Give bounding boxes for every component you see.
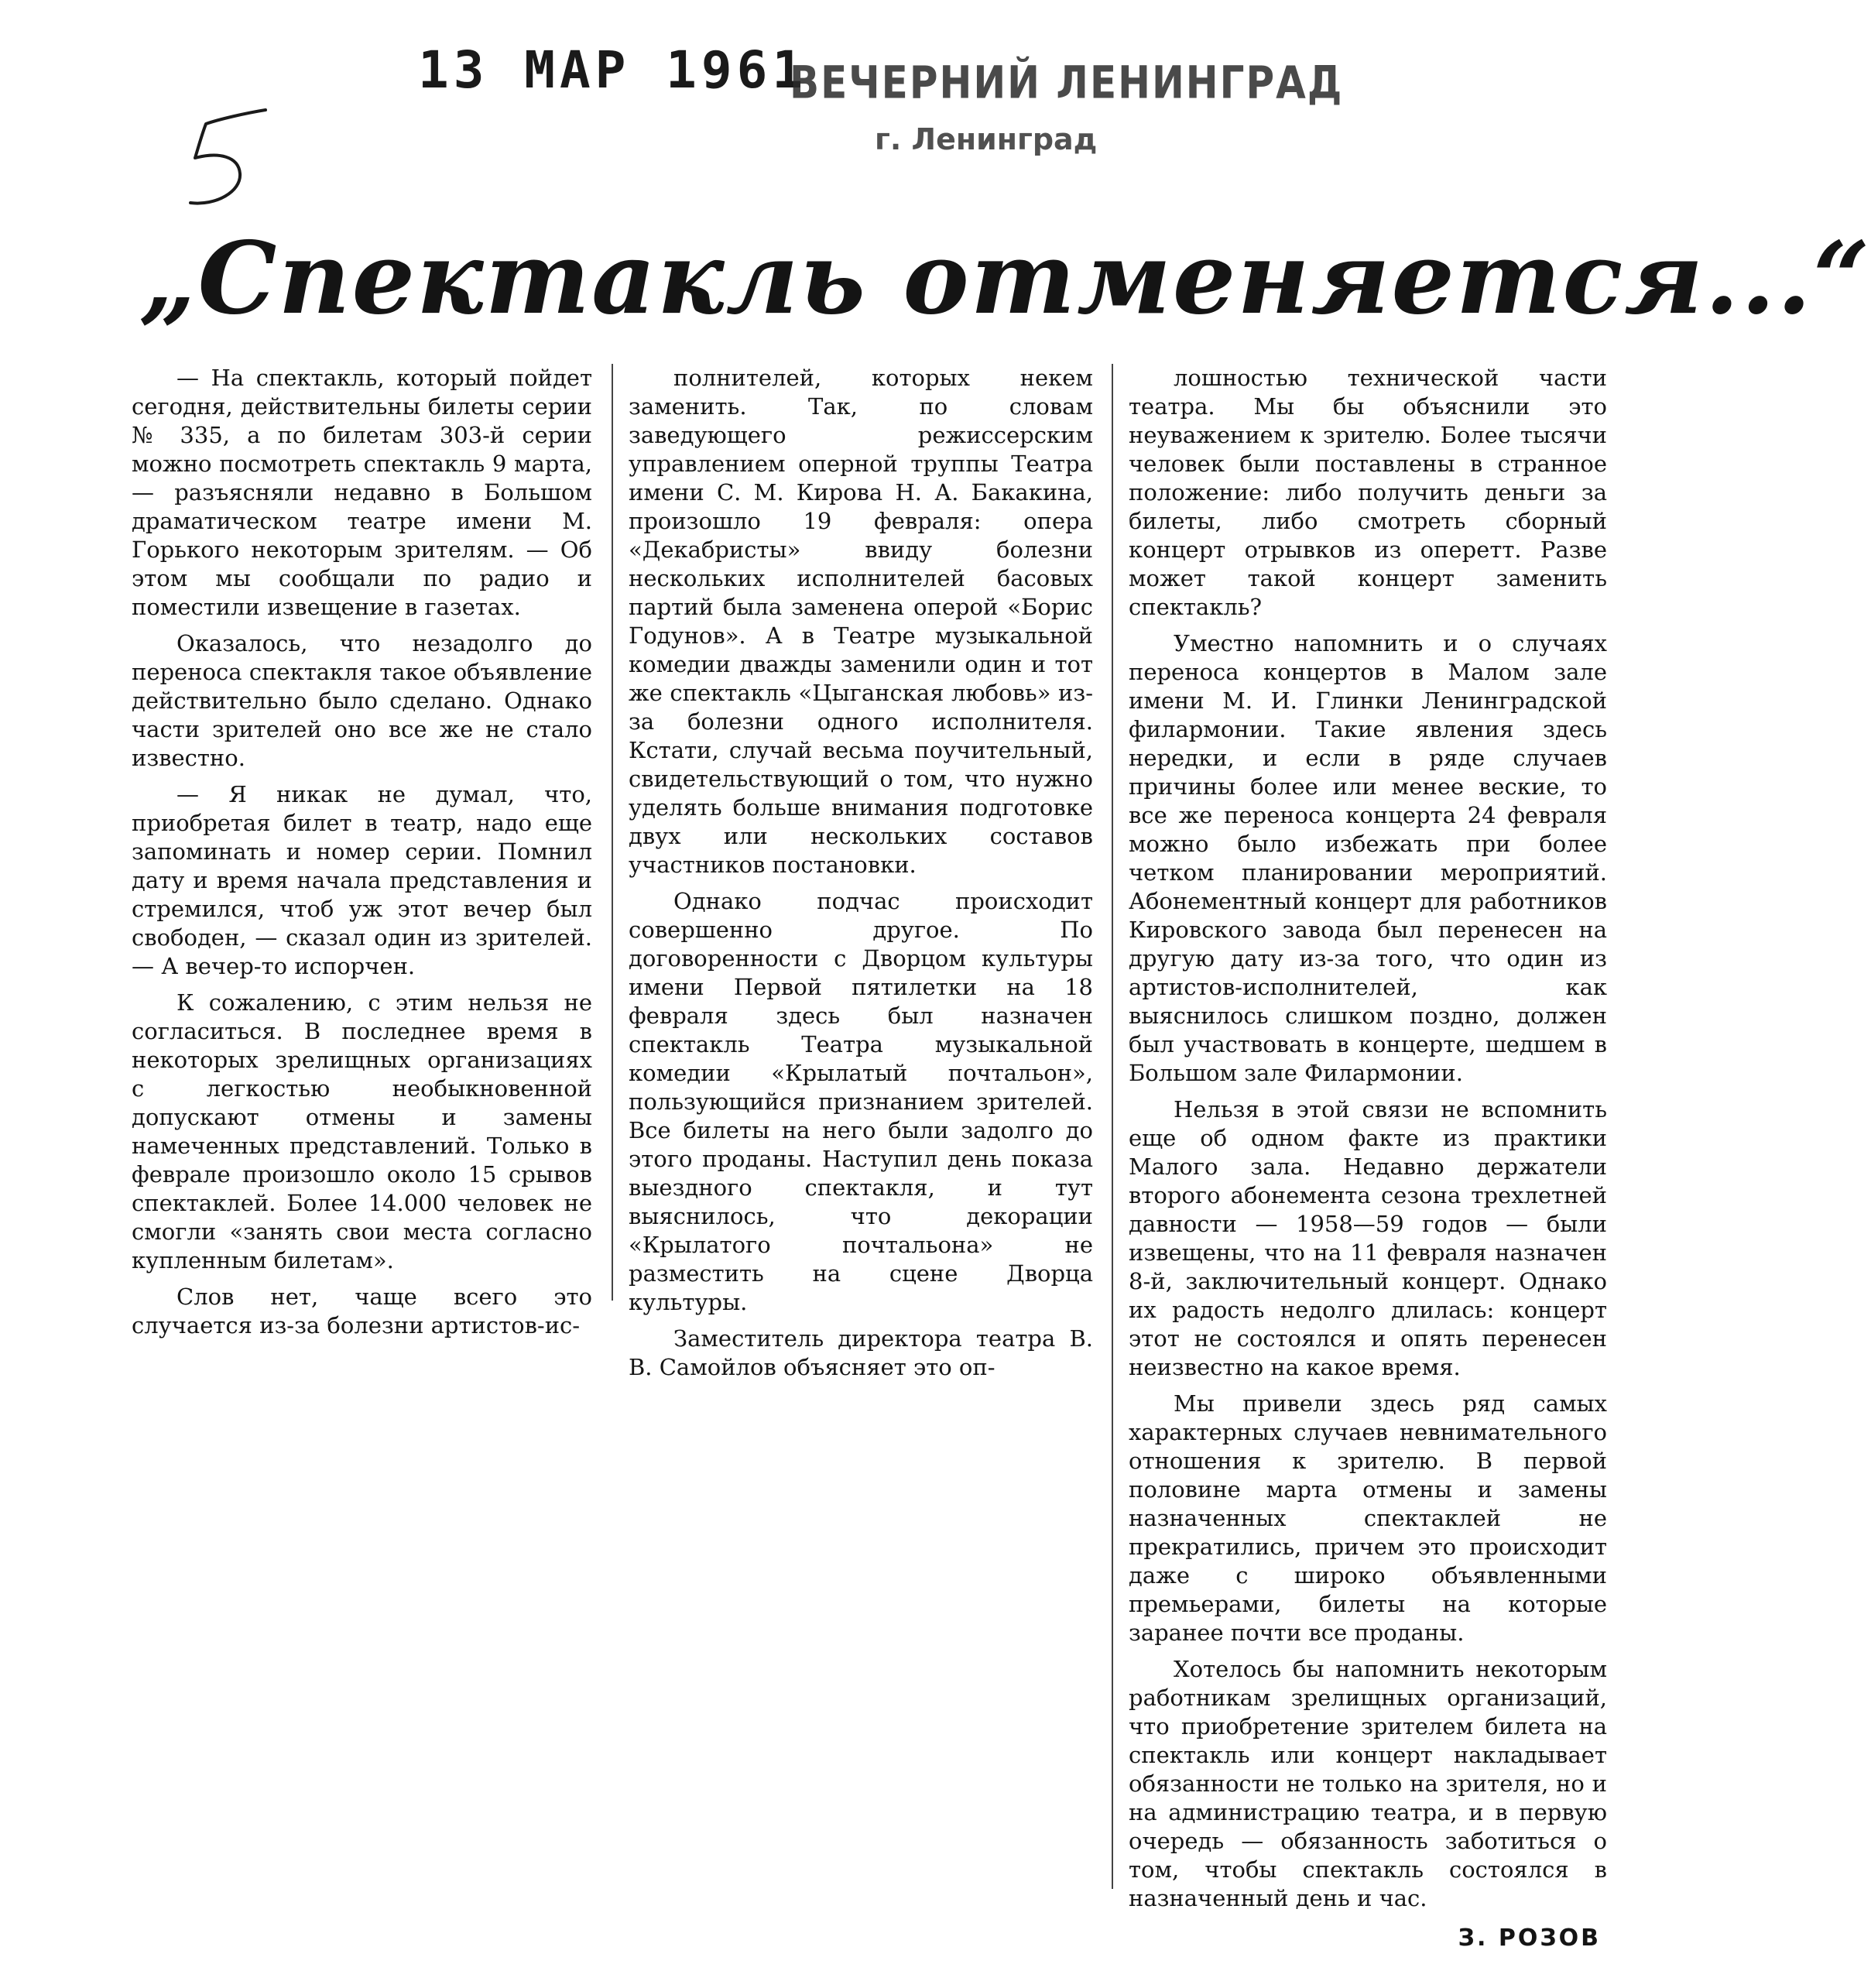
article-column-1 bbox=[132, 364, 592, 1348]
column-divider bbox=[612, 364, 613, 1301]
paragraph: Хотелось бы напомнить некоторым работникам зрелищных организаций, что приобретение зрителем билета на спектакль или концерт накладывает обязанности не только на зрителя, но и на администрацию театра, и в первую очередь — обязанность заботиться о том, чтобы спектакль состоялся в назначенный день и час. bbox=[1129, 1656, 1607, 1911]
paragraph: Мы привели здесь ряд самых характерных случаев невнимательного отношения к зрителю. В первой половине марта отмены и замены назначенных спектаклей не прекратились, причем это происходит даже с широко объявленными премьерами, билеты на которые заранее почти все проданы. bbox=[1129, 1390, 1607, 1646]
paragraph: К сожалению, с этим нельзя не согласиться. В последнее время в некоторых зрелищных организациях с легкостью необыкновенной допускают отмены и замены намеченных представлений. Только в феврале произошло около 15 срывов спектаклей. Более 14.000 человек не смогли «занять свои места согласно купленным билетам». bbox=[132, 989, 592, 1273]
paragraph: — На спектакль, который пойдет сегодня, действительны билеты серии № 335, а по билетам 303-й серии можно посмотреть спектакль 9 марта, — разъясняли недавно в Большом драматическом театре имени М. Горького некоторым зрителям. — Об этом мы сообщали по радио и поместили извещение в газетах. bbox=[132, 365, 592, 620]
newspaper-name-stamp: ВЕЧЕРНИЙ ЛЕНИНГРАД bbox=[790, 57, 1344, 109]
paragraph: Слов нет, чаще всего это случается из-за болезни артистов-ис- bbox=[132, 1284, 592, 1338]
paragraph: лошностью технической части театра. Мы бы объяснили это неуважением к зрителю. Более тысячи человек были поставлены в странное положение: либо получить деньги за билеты, либо смотреть сборный концерт отрывков из оперетт. Разве может такой концерт заменить спектакль? bbox=[1129, 365, 1607, 620]
paragraph: полнителей, которых некем заменить. Так, по словам заведующего режиссерским управлением оперной труппы Театра имени С. М. Кирова Н. А. Бакакина, произошло 19 февраля: опера «Декабристы» ввиду болезни нескольких исполнителей басовых партий была заменена оперой «Борис Годунов». А в Театре музыкальной комедии дважды заменили один и тот же спектакль «Цыганская любовь» из-за болезни одного исполнителя. Кстати, случай весьма поучительный, свидетельствующий о том, что нужно уделять больше внимания подготовке двух или нескольких составов участников постановки. bbox=[629, 365, 1093, 878]
column-divider bbox=[1112, 364, 1113, 1889]
paragraph: Оказалось, что незадолго до переноса спектакля такое объявление действительно было сделано. Однако части зрителей оно все же не стало известно. bbox=[132, 630, 592, 771]
article-column-2 bbox=[629, 364, 1093, 1390]
author-signature: З. РОЗОВ bbox=[1458, 1925, 1601, 1952]
city-stamp: г. Ленинград bbox=[875, 122, 1098, 156]
article-column-3 bbox=[1129, 364, 1607, 1952]
paragraph: Уместно напомнить и о случаях переноса концертов в Малом зале имени М. И. Глинки Ленинградской филармонии. Такие явления здесь нередки, и если в ряде случаев причины более или менее веские, то все же переноса концерта 24 февраля можно было избежать при более четком планировании мероприятий. Абонементный концерт для работников Кировского завода был перенесен на другую дату из-за того, что один из артистов-исполнителей, как выяснилось слишком поздно, должен был участвовать в концерте, шедшем в Большом зале Филармонии. bbox=[1129, 630, 1607, 1086]
article-headline: „Спектакль отменяется...“ bbox=[139, 221, 1871, 337]
paragraph: Однако подчас происходит совершенно другое. По договоренности с Дворцом культуры имени Первой пятилетки на 18 февраля здесь был назначен спектакль Театра музыкальной комедии «Крылатый почтальон», пользующийся признанием зрителей. Все билеты на него были задолго до этого проданы. Наступил день показа выездного спектакля, и тут выяснилось, что декорации «Крылатого почтальона» не разместить на сцене Дворца культуры. bbox=[629, 888, 1093, 1315]
paragraph: — Я никак не думал, что, приобретая билет в театр, надо еще запоминать и номер серии. Помнил дату и время начала представления и стремился, чтоб уж этот вечер был свободен, — сказал один из зрителей. — А вечер-то испорчен. bbox=[132, 781, 592, 979]
paragraph: Нельзя в этой связи не вспомнить еще об одном факте из практики Малого зала. Недавно держатели второго абонемента сезона трехлетней давности — 1958—59 годов — были извещены, что на 11 февраля назначен 8-й, заключительный концерт. Однако их радость недолго длилась: концерт этот не состоялся и опять перенесен неизвестно на какое время. bbox=[1129, 1096, 1607, 1380]
paragraph: Заместитель директора театра В. В. Самойлов объясняет это оп- bbox=[629, 1325, 1093, 1380]
date-stamp: 13 МАР 1961 bbox=[418, 40, 808, 100]
handwritten-page-number bbox=[184, 105, 277, 214]
